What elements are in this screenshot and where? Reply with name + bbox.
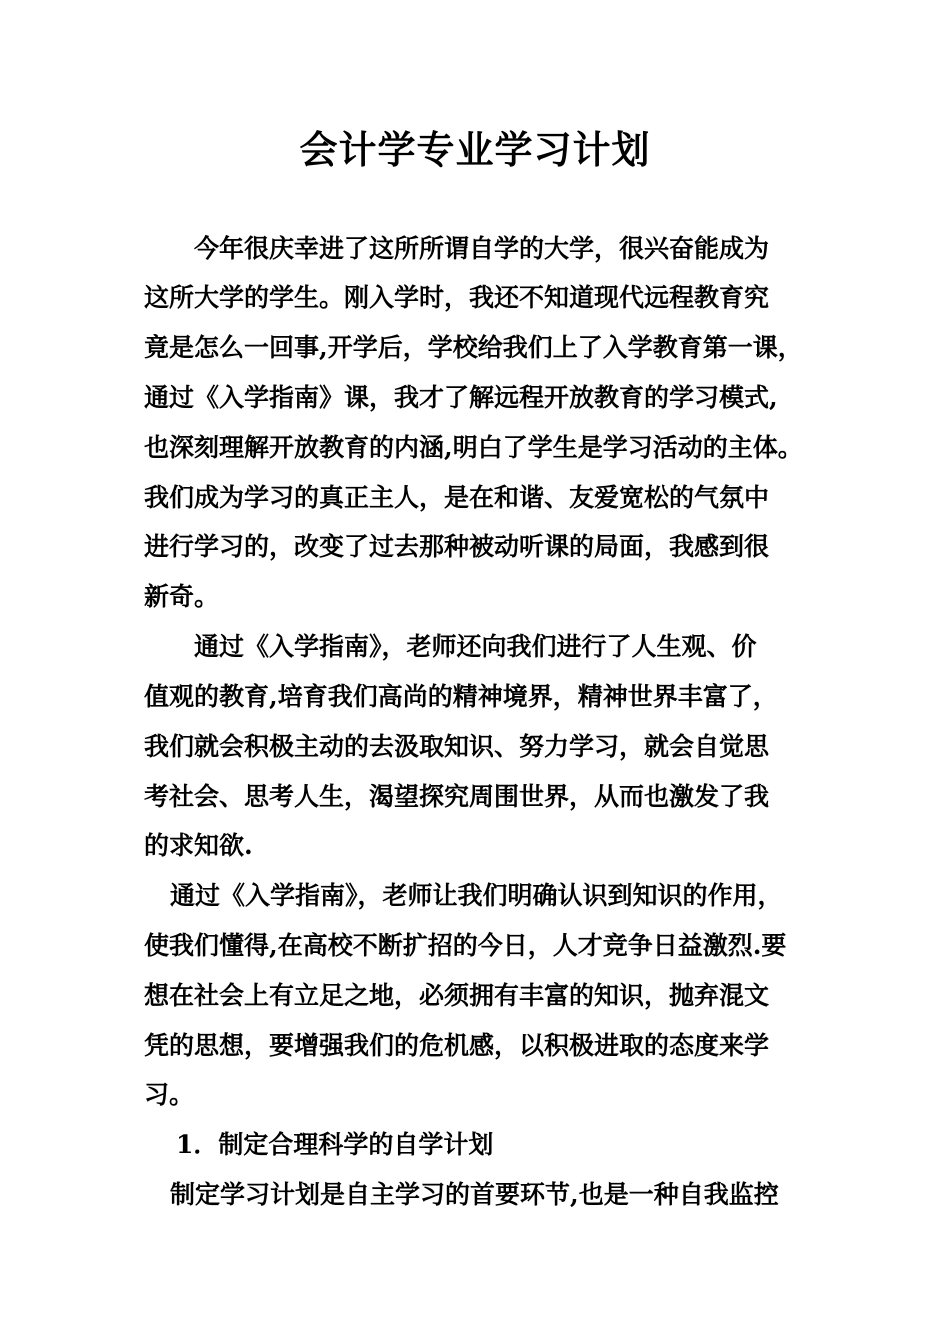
section-heading: 1．制定合理科学的自学计划: [176, 1130, 494, 1159]
paragraph-line: 我们成为学习的真正主人，是在和谐、友爱宽松的气氛中: [144, 483, 770, 512]
paragraph-line: 凭的思想，要增强我们的危机感，以积极进取的态度来学: [144, 1031, 770, 1060]
paragraph-line: 的求知欲.: [144, 831, 253, 860]
paragraph-line: 这所大学的学生。刚入学时，我还不知道现代远程教育究: [144, 283, 770, 312]
paragraph-line: 制定学习计划是自主学习的首要环节,也是一种自我监控: [170, 1180, 779, 1209]
paragraph-line: 想在社会上有立足之地，必须拥有丰富的知识，抛弃混文: [144, 981, 770, 1010]
document-title: 会计学专业学习计划: [299, 127, 651, 172]
paragraph-line: 进行学习的，改变了过去那种被动听课的局面，我感到很: [144, 532, 770, 561]
paragraph-line: 值观的教育,培育我们高尚的精神境界，精神世界丰富了，: [144, 682, 778, 711]
paragraph-line: 我们就会积极主动的去汲取知识、努力学习，就会自觉思: [144, 732, 770, 761]
paragraph-line: 习。: [144, 1080, 195, 1109]
paragraph-line: 考社会、思考人生，渴望探究周围世界，从而也激发了我: [144, 782, 770, 811]
paragraph-line: 通过《入学指南》，老师还向我们进行了人生观、价: [194, 632, 757, 661]
paragraph-line: 也深刻理解开放教育的内涵,明白了学生是学习活动的主体。: [144, 433, 803, 462]
paragraph-line: 通过《入学指南》课，我才了解远程开放教育的学习模式,: [144, 383, 778, 412]
paragraph-line: 通过《入学指南》，老师让我们明确认识到知识的作用，: [170, 881, 783, 910]
paragraph-line: 新奇。: [144, 582, 220, 611]
paragraph-line: 竟是怎么一回事,开学后，学校给我们上了入学教育第一课，: [144, 333, 803, 362]
paragraph-line: 使我们懂得,在高校不断扩招的今日，人才竞争日益激烈.要: [144, 931, 787, 960]
paragraph-line: 今年很庆幸进了这所所谓自学的大学，很兴奋能成为: [194, 234, 770, 263]
